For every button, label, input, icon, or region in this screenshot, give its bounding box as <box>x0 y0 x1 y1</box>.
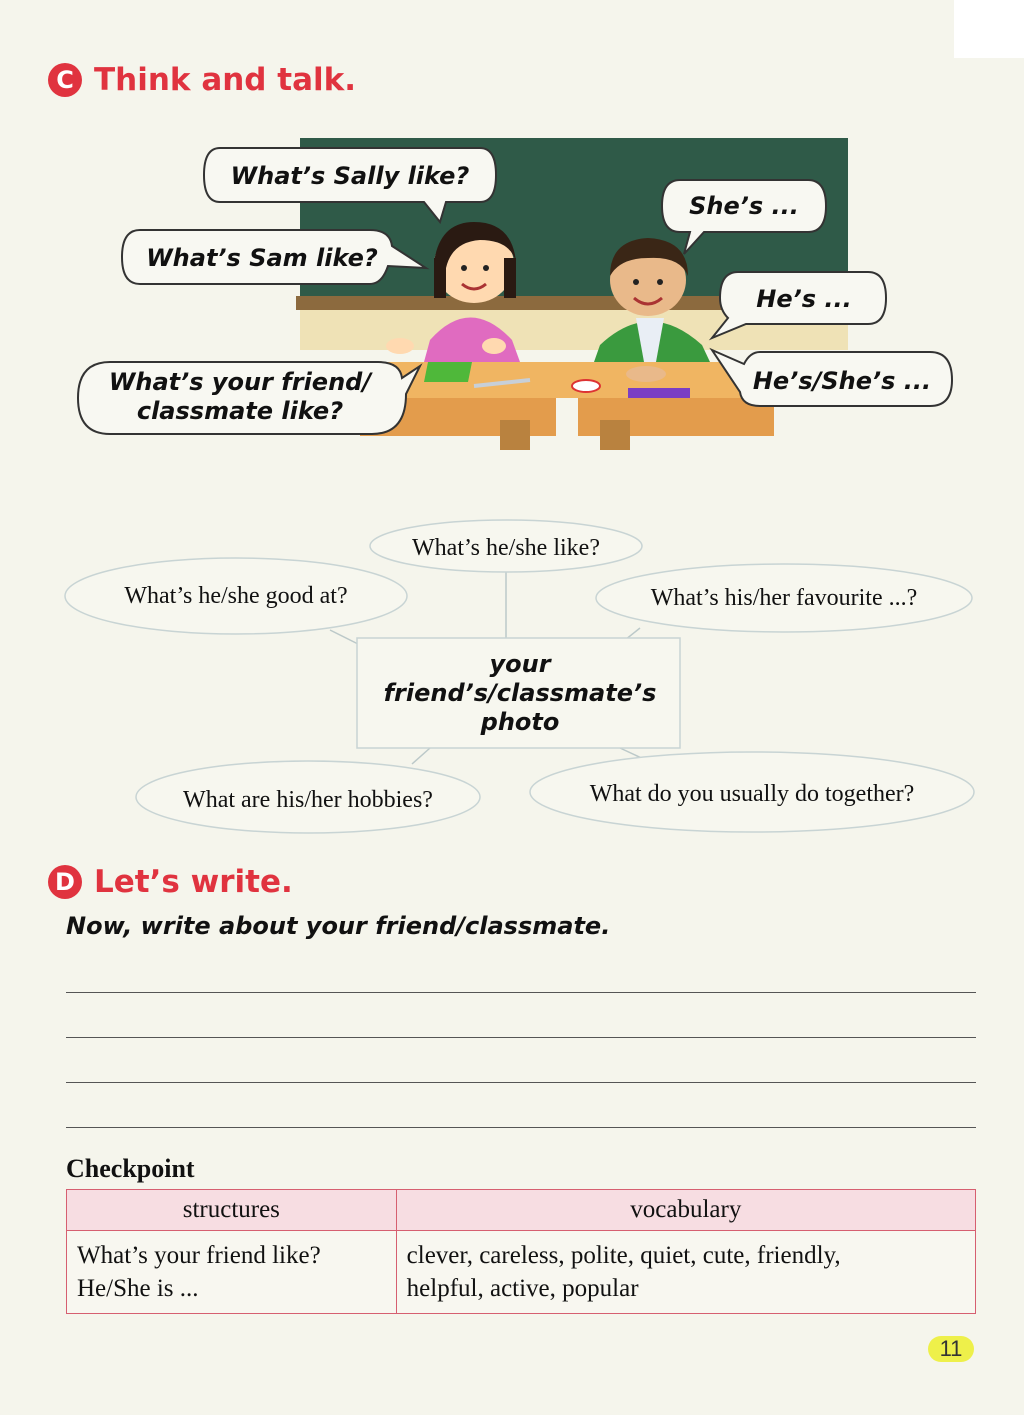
section-c-title: Think and talk. <box>94 62 357 98</box>
bubble-hes-text: He’s ... <box>756 285 852 313</box>
writing-line-3[interactable] <box>66 1082 976 1083</box>
section-d-title: Let’s write. <box>94 864 293 900</box>
bubble-hes-shes <box>712 350 952 406</box>
writing-line-4[interactable] <box>66 1127 976 1128</box>
writing-line-1[interactable] <box>66 992 976 993</box>
web-bubble-hobbies-text: What are his/her hobbies? <box>183 787 433 813</box>
web-bubble-hobbies <box>136 761 480 833</box>
page-number-badge: 11 <box>928 1336 974 1362</box>
section-d-heading <box>48 864 293 900</box>
checkpoint-content-row <box>67 1231 976 1314</box>
bubble-sam-text: What’s Sam like? <box>146 244 378 272</box>
web-bubble-together-text: What do you usually do together? <box>589 781 915 807</box>
vocabulary-line-2: helpful, active, popular <box>406 1275 639 1302</box>
bubble-sally-text: What’s Sally like? <box>230 162 470 190</box>
web-bubble-good-at <box>65 558 407 634</box>
photo-box <box>357 638 680 748</box>
section-c-badge: C <box>48 63 82 97</box>
bubble-hes-shes-text: He’s/She’s ... <box>752 367 932 395</box>
bubble-friend-text-2: classmate like? <box>136 397 344 425</box>
bubble-friend <box>78 362 420 434</box>
writing-line-2[interactable] <box>66 1037 976 1038</box>
checkpoint-structures-cell <box>67 1231 397 1314</box>
page-corner <box>954 0 1024 58</box>
web-bubble-together <box>530 752 974 832</box>
photo-box-line-2: friend’s/classmate’s <box>383 679 657 707</box>
web-bubble-like <box>370 520 642 572</box>
web-bubble-good-at-text: What’s he/she good at? <box>124 583 348 609</box>
section-c-heading <box>48 62 356 98</box>
checkpoint-table <box>66 1189 976 1314</box>
green-notebook <box>424 362 472 382</box>
vocabulary-line-1: clever, careless, polite, quiet, cute, friendly, <box>406 1242 841 1269</box>
bubble-friend-text-1: What’s your friend/ <box>108 368 372 396</box>
checkpoint-header-vocabulary: vocabulary <box>396 1190 975 1231</box>
checkpoint-vocabulary-cell <box>396 1231 975 1314</box>
photo-box-line-1: your <box>489 650 551 678</box>
photo-box-line-3: photo <box>480 708 560 736</box>
eraser <box>572 380 600 392</box>
web-bubble-like-text: What’s he/she like? <box>412 535 600 561</box>
purple-book <box>628 388 690 398</box>
web-bubble-favourite-text: What’s his/her favourite ...? <box>650 585 918 611</box>
checkpoint-header-row <box>67 1190 976 1231</box>
structures-line-1: What’s your friend like? <box>77 1242 321 1269</box>
write-instruction: Now, write about your friend/classmate. <box>66 912 611 940</box>
structures-line-2: He/She is ... <box>77 1275 199 1302</box>
bubble-sam <box>122 230 426 284</box>
classroom-illustration <box>0 120 1024 460</box>
checkpoint-header-structures: structures <box>67 1190 397 1231</box>
web-bubble-favourite <box>596 564 972 632</box>
bubble-shes-text: She’s ... <box>689 192 799 220</box>
section-d-badge: D <box>48 865 82 899</box>
question-web <box>0 510 1024 840</box>
checkpoint-title: Checkpoint <box>66 1154 195 1183</box>
